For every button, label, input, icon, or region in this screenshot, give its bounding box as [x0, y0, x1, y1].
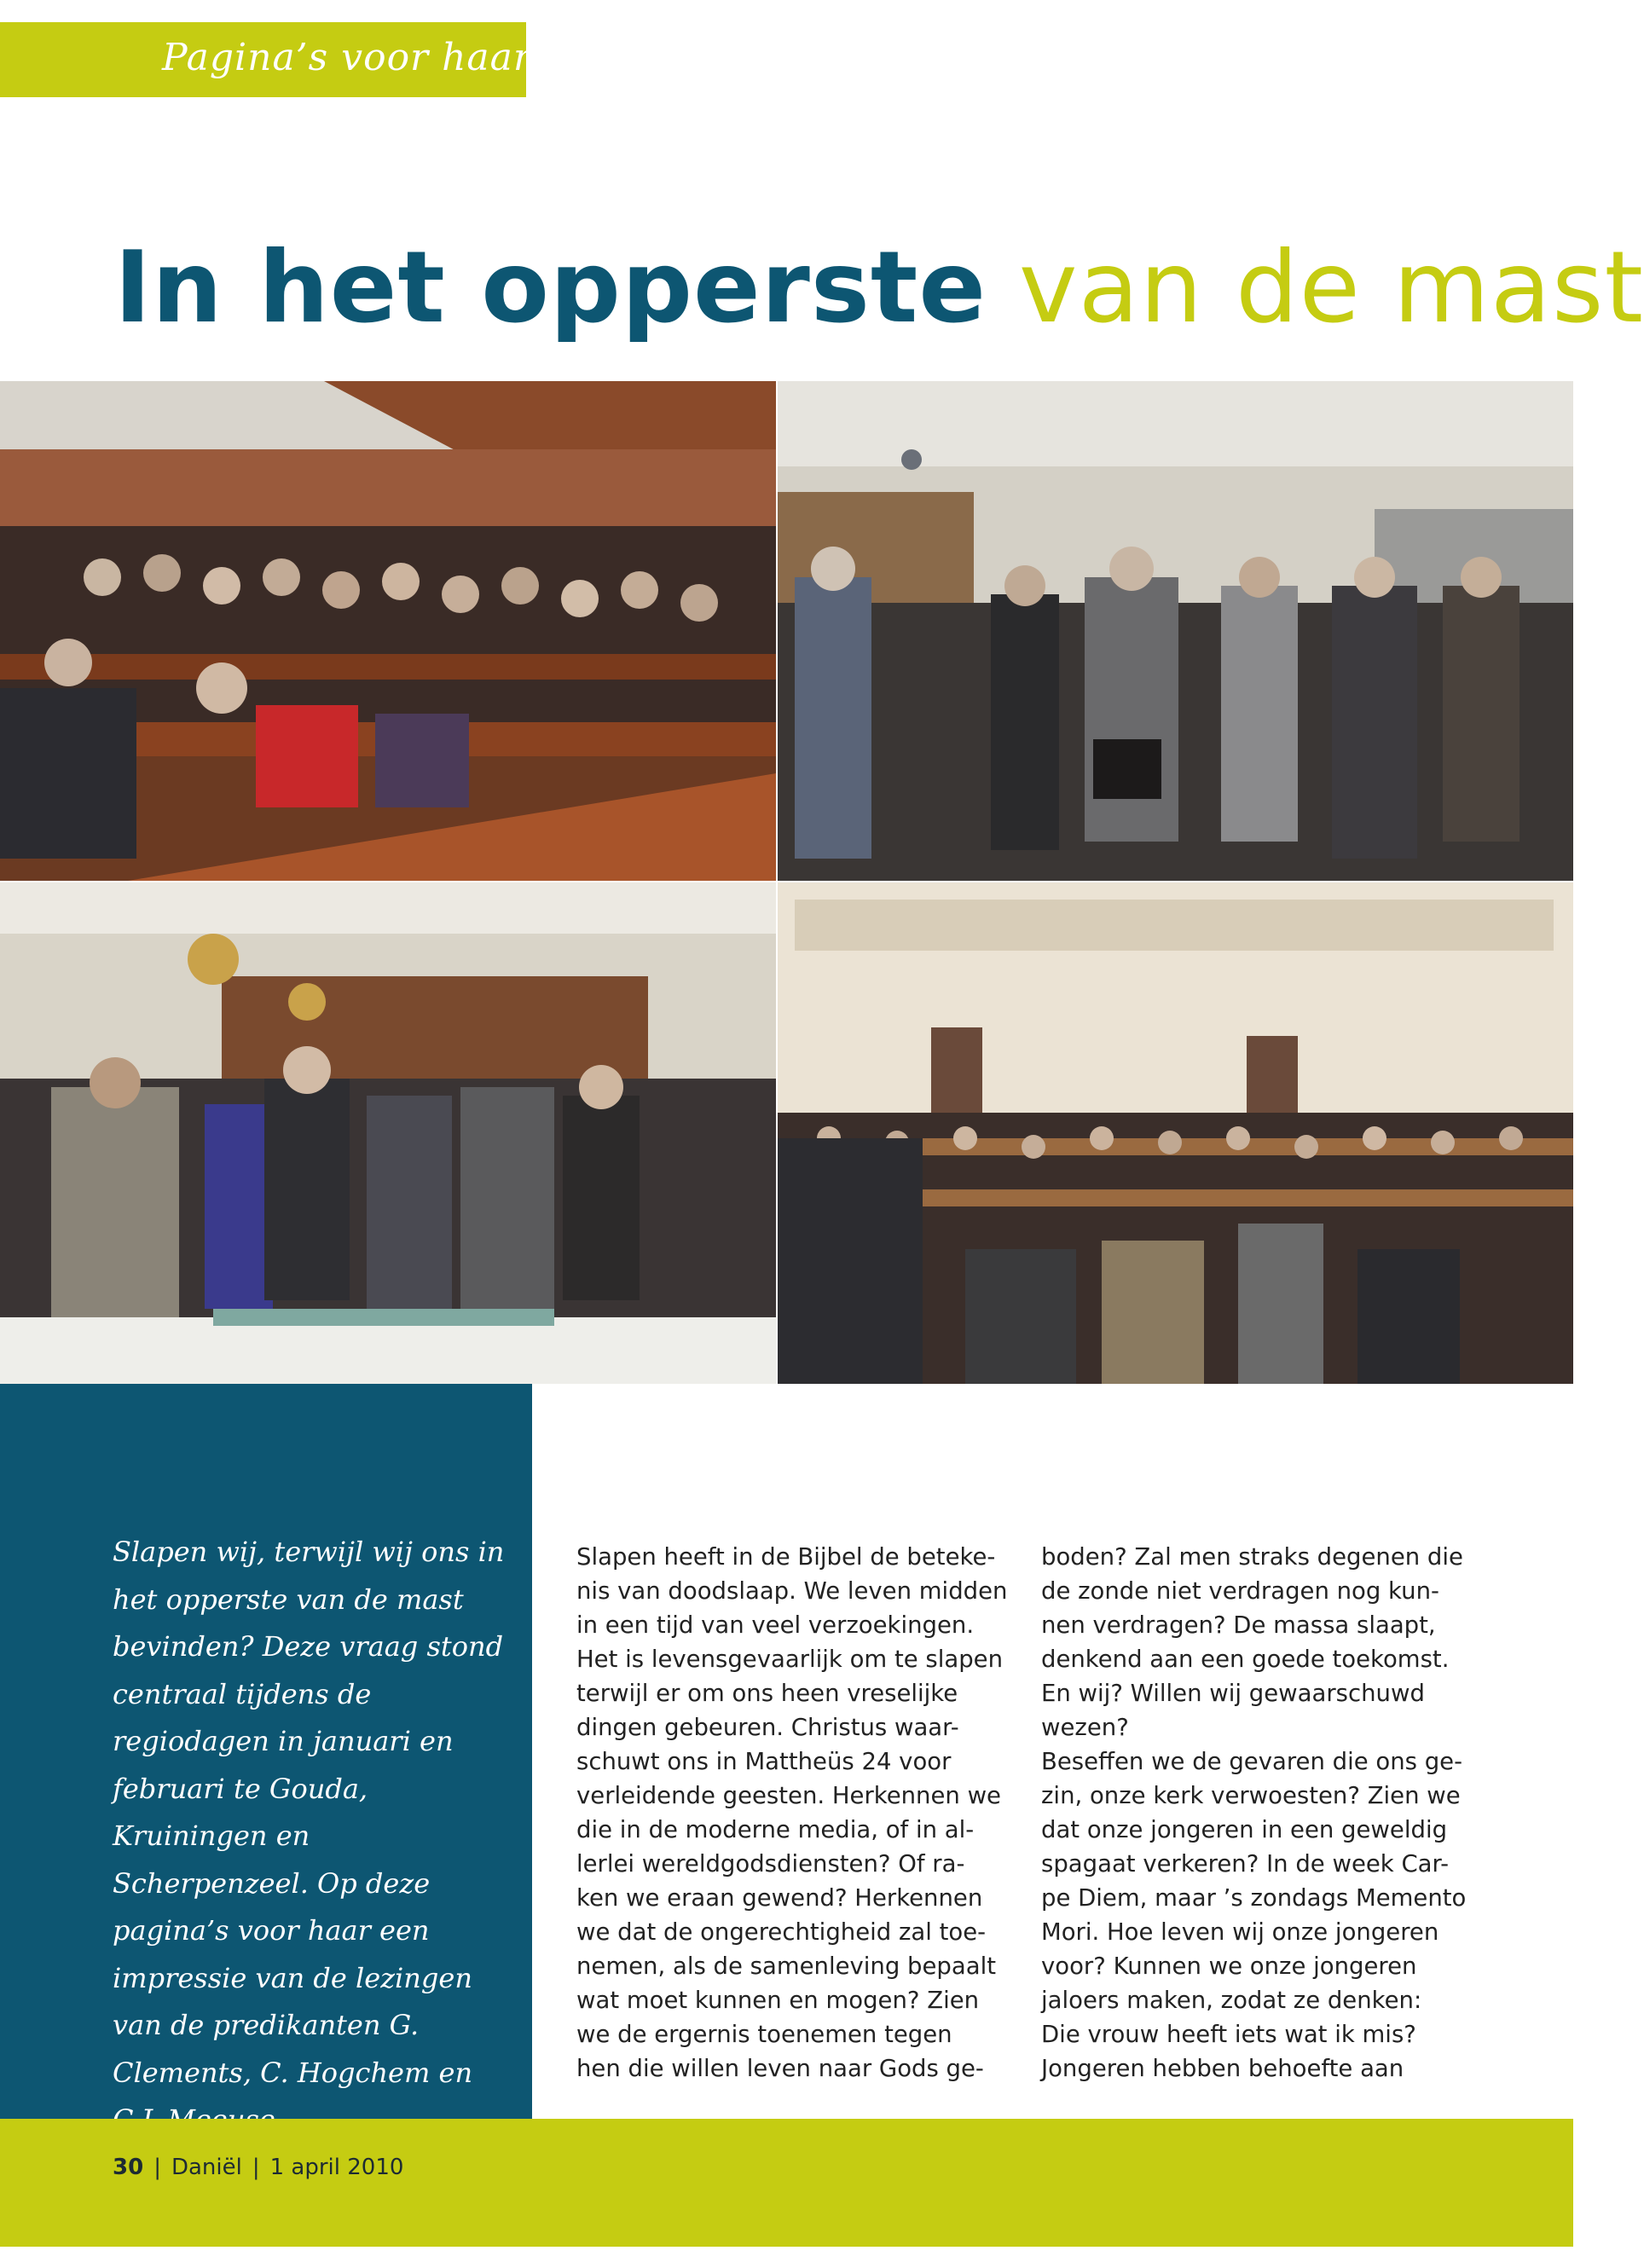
headline-light-part: van de mast — [1018, 230, 1644, 345]
church-congregation-photo — [0, 381, 776, 881]
section-label: Pagina’s voor haar — [162, 36, 532, 79]
headline-bold-part: In het opperste — [114, 230, 987, 345]
photo-grid — [0, 381, 1573, 1384]
intro-block — [0, 1384, 532, 2119]
publication-name: Daniël — [171, 2155, 242, 2180]
body-column-1: Slapen heeft in de Bijbel de beteke- nis van doodslaap. We leven midden in een tijd van veel verzoekingen. Het is levensgevaarlijk om te slapen terwijl er om ons heen vreselijke dingen gebeuren. Christus waar- schuwt ons in Mattheüs 24 voor verleidende geesten. Herkennen we die in de moderne media, of in al- lerlei wereldgodsdiensten? Of ra- ken we eraan gewend? Herkennen we dat de ongerechtigheid zal toe- nemen, als de samenleving bepaalt wat moet kunnen en mogen? Zien we de ergernis toenemen tegen hen die willen leven naar Gods ge- — [576, 1543, 1008, 2082]
section-tab — [0, 22, 532, 97]
folio-separator: | — [252, 2155, 260, 2180]
publication-date: 1 april 2010 — [269, 2155, 404, 2180]
page-number: 30 — [113, 2155, 144, 2180]
article-headline — [114, 229, 1644, 348]
footer-bar — [0, 2119, 1573, 2247]
folio-separator: | — [153, 2155, 161, 2180]
folio — [113, 2155, 403, 2180]
intro-text: Slapen wij, terwijl wij ons in het opperste van de mast bevinden? Deze vraag stond centraal tijdens de regiodagen in januari en februari te Gouda, Kruiningen en Scherpenzeel. Op deze pagina’s voor haar een impressie van de lezingen van de predikanten G. Clements, C. Hogchem en — [113, 1536, 505, 2089]
large-auditorium-audience-photo — [778, 882, 1573, 1384]
book-table-photo — [0, 882, 776, 1384]
body-column-2: boden? Zal men straks degenen die de zonde niet verdragen nog kun- nen verdragen? De massa slaapt, denkend aan een goede toekomst. En wij? Willen wij gewaarschuwd wezen? Beseffen we de gevaren die ons ge- zin, onze kerk verwoesten? Zien we dat onze jongeren in een geweldig spagaat verkeren? In de week Car- pe Diem, maar ’s zondags Memento Mori. Hoe leven wij onze jongeren voor? Kunnen we onze jongeren jaloers maken, zodat ze denken: Die vrouw heeft iets wat ik mis? Jongeren hebben behoefte aan — [1041, 1543, 1467, 2082]
fellowship-hall-gathering-photo — [778, 381, 1573, 881]
